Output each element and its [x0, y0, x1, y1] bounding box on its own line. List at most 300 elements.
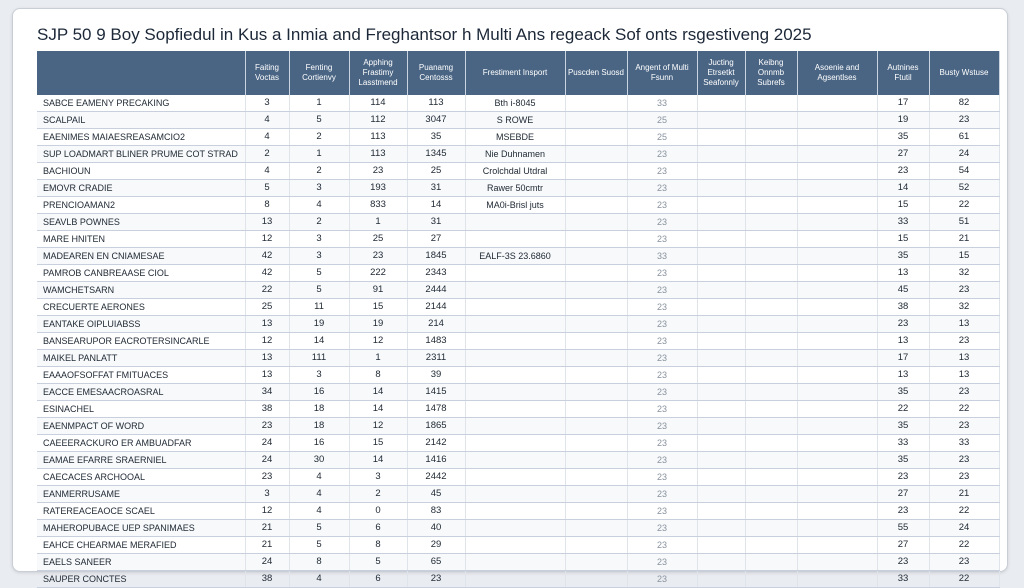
table-cell: 3 — [289, 231, 349, 248]
table-cell: 2 — [289, 163, 349, 180]
table-cell: 23 — [627, 452, 697, 469]
table-cell: 14 — [349, 401, 407, 418]
column-header: Busty Wstuse — [929, 51, 999, 95]
table-cell — [565, 282, 627, 299]
table-cell: 38 — [245, 401, 289, 418]
table-cell — [745, 129, 797, 146]
row-label-cell: EAHCE CHEARMAE MERAFIED — [37, 537, 245, 554]
table-cell — [745, 350, 797, 367]
table-cell — [565, 435, 627, 452]
table-cell: 2343 — [407, 265, 465, 282]
table-cell — [697, 384, 745, 401]
row-label-cell: WAMCHETSARN — [37, 282, 245, 299]
table-cell — [745, 248, 797, 265]
column-header: Angent of Multi Fsunn — [627, 51, 697, 95]
table-cell: 34 — [245, 384, 289, 401]
table-cell: 23 — [627, 367, 697, 384]
table-cell — [465, 435, 565, 452]
table-cell: 5 — [289, 520, 349, 537]
table-row — [37, 486, 999, 503]
table-cell: 4 — [289, 469, 349, 486]
table-cell: 4 — [289, 486, 349, 503]
table-cell: 33 — [877, 435, 929, 452]
table-cell — [465, 401, 565, 418]
table-cell — [797, 503, 877, 520]
table-row — [37, 282, 999, 299]
table-cell — [745, 282, 797, 299]
table-cell — [565, 520, 627, 537]
table-cell — [565, 197, 627, 214]
table-row — [37, 129, 999, 146]
table-cell — [697, 299, 745, 316]
table-row — [37, 333, 999, 350]
table-cell: 27 — [877, 146, 929, 163]
row-label-cell: SABCE EAMENY PRECAKING — [37, 95, 245, 112]
table-cell: 25 — [627, 112, 697, 129]
table-cell: 12 — [349, 418, 407, 435]
table-cell — [745, 537, 797, 554]
table-row — [37, 537, 999, 554]
table-cell — [797, 435, 877, 452]
table-header-row — [37, 51, 999, 95]
table-row — [37, 401, 999, 418]
table-cell — [745, 163, 797, 180]
table-cell: 23 — [627, 282, 697, 299]
table-cell: 13 — [245, 214, 289, 231]
table-cell: 14 — [349, 384, 407, 401]
table-cell: 23 — [627, 316, 697, 333]
table-cell: 1415 — [407, 384, 465, 401]
table-cell — [797, 469, 877, 486]
table-cell: 8 — [349, 537, 407, 554]
table-cell: 3 — [245, 486, 289, 503]
column-header: Faiting Voctas — [245, 51, 289, 95]
table-cell: 33 — [929, 435, 999, 452]
table-row — [37, 197, 999, 214]
table-cell: 1416 — [407, 452, 465, 469]
table-cell: 4 — [289, 571, 349, 588]
table-cell: 23 — [627, 469, 697, 486]
table-row — [37, 469, 999, 486]
table-cell — [465, 571, 565, 588]
table-cell: 1345 — [407, 146, 465, 163]
table-row — [37, 418, 999, 435]
table-cell — [697, 214, 745, 231]
table-cell: 2 — [349, 486, 407, 503]
row-label-cell: CAECACES ARCHOOAL — [37, 469, 245, 486]
table-cell: 4 — [245, 163, 289, 180]
table-cell: 23 — [349, 248, 407, 265]
table-cell: 22 — [929, 503, 999, 520]
table-cell — [745, 214, 797, 231]
table-cell: EALF-3S 23.6860 — [465, 248, 565, 265]
table-cell: 23 — [627, 299, 697, 316]
table-cell — [745, 486, 797, 503]
table-cell: 113 — [349, 129, 407, 146]
table-cell: 13 — [929, 350, 999, 367]
table-cell: 114 — [349, 95, 407, 112]
table-cell: 13 — [929, 316, 999, 333]
table-cell: 42 — [245, 265, 289, 282]
table-cell: 833 — [349, 197, 407, 214]
table-cell: 33 — [877, 214, 929, 231]
table-cell — [697, 401, 745, 418]
table-cell — [565, 367, 627, 384]
table-cell: Crolchdal Utdral — [465, 163, 565, 180]
table-cell: 32 — [929, 299, 999, 316]
table-cell: 23 — [627, 537, 697, 554]
table-cell — [465, 469, 565, 486]
table-cell: 19 — [289, 316, 349, 333]
table-cell — [797, 129, 877, 146]
table-cell: 35 — [877, 384, 929, 401]
table-cell — [797, 248, 877, 265]
table-cell: 23 — [627, 520, 697, 537]
row-label-cell: SCALPAIL — [37, 112, 245, 129]
table-cell: 23 — [877, 469, 929, 486]
table-cell — [745, 401, 797, 418]
row-label-cell: EAMAE EFARRE SRAERNIEL — [37, 452, 245, 469]
table-cell: 3 — [349, 469, 407, 486]
table-cell: 23 — [627, 571, 697, 588]
table-cell — [745, 231, 797, 248]
table-cell: 39 — [407, 367, 465, 384]
column-header: Puanamg Centosss — [407, 51, 465, 95]
table-row — [37, 316, 999, 333]
table-cell: 23 — [877, 316, 929, 333]
table-cell — [565, 163, 627, 180]
table-cell — [697, 333, 745, 350]
table-cell — [797, 401, 877, 418]
row-label-cell: EACCE EMESAACROASRAL — [37, 384, 245, 401]
table-cell: 113 — [349, 146, 407, 163]
table-row — [37, 367, 999, 384]
table-cell: 52 — [929, 180, 999, 197]
table-cell: 18 — [289, 401, 349, 418]
table-cell: 23 — [877, 503, 929, 520]
table-cell: 27 — [407, 231, 465, 248]
table-cell: 23 — [627, 265, 697, 282]
table-cell: 31 — [407, 180, 465, 197]
table-row — [37, 146, 999, 163]
table-cell — [797, 265, 877, 282]
row-label-cell: RATEREACEAOCE SCAEL — [37, 503, 245, 520]
table-row — [37, 214, 999, 231]
table-cell: 82 — [929, 95, 999, 112]
table-cell: 2442 — [407, 469, 465, 486]
column-header — [37, 51, 245, 95]
table-cell: 3047 — [407, 112, 465, 129]
table-cell — [565, 537, 627, 554]
table-cell: 23 — [627, 214, 697, 231]
table-cell — [465, 486, 565, 503]
table-cell — [697, 452, 745, 469]
table-cell: 3 — [289, 248, 349, 265]
table-cell — [565, 452, 627, 469]
column-header: Jucting Etrsetkt Seafonnly — [697, 51, 745, 95]
table-cell: 31 — [407, 214, 465, 231]
table-cell: 15 — [349, 299, 407, 316]
row-label-cell: MADEAREN EN CNIAMESAE — [37, 248, 245, 265]
table-cell: 22 — [929, 537, 999, 554]
table-cell — [565, 112, 627, 129]
table-cell — [697, 469, 745, 486]
row-label-cell: PRENCIOAMAN2 — [37, 197, 245, 214]
table-cell: 38 — [877, 299, 929, 316]
table-cell: 45 — [407, 486, 465, 503]
table-cell: 23 — [245, 469, 289, 486]
table-cell — [465, 367, 565, 384]
table-cell — [797, 333, 877, 350]
table-cell: 2 — [289, 214, 349, 231]
table-cell — [565, 180, 627, 197]
table-cell: 1865 — [407, 418, 465, 435]
table-cell — [565, 214, 627, 231]
table-cell: 23 — [627, 554, 697, 571]
table-row — [37, 112, 999, 129]
table-cell: 23 — [929, 554, 999, 571]
table-row — [37, 384, 999, 401]
table-cell: 42 — [245, 248, 289, 265]
table-cell: 1483 — [407, 333, 465, 350]
row-label-cell: SAUPER CONCTES — [37, 571, 245, 588]
table-cell — [465, 282, 565, 299]
table-cell: 1478 — [407, 401, 465, 418]
table-cell: 111 — [289, 350, 349, 367]
table-cell — [465, 418, 565, 435]
table-cell: 113 — [407, 95, 465, 112]
row-label-cell: EAENIMES MAIAESREASAMCIO2 — [37, 129, 245, 146]
table-cell — [797, 197, 877, 214]
table-cell — [797, 316, 877, 333]
table-cell: 23 — [627, 146, 697, 163]
row-label-cell: BANSEARUPOR EACROTERSINCARLE — [37, 333, 245, 350]
row-label-cell: SUP LOADMART BLINER PRUME COT STRAD — [37, 146, 245, 163]
table-cell — [465, 265, 565, 282]
table-cell: 6 — [349, 520, 407, 537]
table-cell: 6 — [349, 571, 407, 588]
table-cell — [697, 248, 745, 265]
table-cell: 11 — [289, 299, 349, 316]
row-label-cell: EANTAKE OIPLUIABSS — [37, 316, 245, 333]
table-cell: 4 — [245, 129, 289, 146]
table-cell: 33 — [627, 248, 697, 265]
table-cell: 21 — [929, 486, 999, 503]
table-cell — [465, 520, 565, 537]
table-cell: 21 — [245, 537, 289, 554]
table-row — [37, 520, 999, 537]
table-cell: 35 — [877, 248, 929, 265]
table-cell — [465, 333, 565, 350]
table-cell: 23 — [627, 435, 697, 452]
table-cell: 14 — [407, 197, 465, 214]
row-label-cell: SEAVLB POWNES — [37, 214, 245, 231]
table-cell — [697, 367, 745, 384]
table-cell: 91 — [349, 282, 407, 299]
table-cell: 13 — [877, 333, 929, 350]
table-cell — [745, 112, 797, 129]
table-cell: 24 — [245, 452, 289, 469]
table-cell: 22 — [929, 571, 999, 588]
table-cell — [745, 180, 797, 197]
table-cell — [697, 112, 745, 129]
table-cell — [565, 486, 627, 503]
table-cell: 23 — [929, 384, 999, 401]
table-cell: MA0i-Brisl juts — [465, 197, 565, 214]
table-cell: 33 — [627, 95, 697, 112]
table-cell: 23 — [627, 350, 697, 367]
table-cell: 23 — [929, 112, 999, 129]
table-cell — [465, 299, 565, 316]
table-cell: 12 — [245, 503, 289, 520]
table-cell — [565, 554, 627, 571]
table-cell — [797, 146, 877, 163]
table-cell: 23 — [929, 333, 999, 350]
table-cell: Bth i-8045 — [465, 95, 565, 112]
table-cell: 40 — [407, 520, 465, 537]
table-cell: 0 — [349, 503, 407, 520]
table-cell — [797, 214, 877, 231]
table-cell: 13 — [929, 367, 999, 384]
table-cell: 4 — [289, 197, 349, 214]
table-row — [37, 95, 999, 112]
table-cell: 8 — [289, 554, 349, 571]
table-cell — [565, 231, 627, 248]
table-cell — [697, 435, 745, 452]
table-cell: 23 — [929, 282, 999, 299]
table-cell: 5 — [349, 554, 407, 571]
table-cell — [697, 316, 745, 333]
table-cell — [745, 571, 797, 588]
table-row — [37, 554, 999, 571]
table-cell: 4 — [289, 503, 349, 520]
table-cell — [565, 316, 627, 333]
table-cell: 17 — [877, 95, 929, 112]
table-cell — [697, 95, 745, 112]
row-label-cell: MAIKEL PANLATT — [37, 350, 245, 367]
table-cell: 23 — [627, 333, 697, 350]
table-cell: 1 — [349, 214, 407, 231]
table-cell — [565, 146, 627, 163]
table-cell: 12 — [349, 333, 407, 350]
table-cell — [697, 163, 745, 180]
table-cell — [465, 452, 565, 469]
table-cell: 38 — [245, 571, 289, 588]
table-cell: 35 — [407, 129, 465, 146]
table-cell: 2 — [245, 146, 289, 163]
table-cell — [745, 333, 797, 350]
table-cell — [565, 384, 627, 401]
table-cell — [745, 95, 797, 112]
table-cell — [697, 265, 745, 282]
table-cell — [797, 537, 877, 554]
table-cell — [745, 435, 797, 452]
document-card — [12, 8, 1008, 584]
table-cell — [797, 520, 877, 537]
table-body — [37, 95, 999, 588]
table-cell — [745, 452, 797, 469]
table-cell — [797, 486, 877, 503]
table-cell — [697, 503, 745, 520]
table-cell: 21 — [245, 520, 289, 537]
table-cell: 23 — [245, 418, 289, 435]
table-cell: S ROWE — [465, 112, 565, 129]
table-cell: 25 — [627, 129, 697, 146]
table-cell — [565, 401, 627, 418]
table-cell — [797, 112, 877, 129]
table-cell — [745, 367, 797, 384]
table-cell — [565, 299, 627, 316]
table-row — [37, 180, 999, 197]
table-cell — [697, 146, 745, 163]
table-cell — [565, 469, 627, 486]
table-cell — [565, 333, 627, 350]
table-cell: 18 — [289, 418, 349, 435]
table-cell: 16 — [289, 384, 349, 401]
page-title: SJP 50 9 Boy Sopfiedul in Kus a Inmia and Freghantsor h Multi Ans regeack Sof onts rsgestiveng 2025 — [37, 25, 812, 44]
row-label-cell: CRECUERTE AERONES — [37, 299, 245, 316]
row-label-cell: MAHEROPUBACE UEP SPANIMAES — [37, 520, 245, 537]
table-cell: 61 — [929, 129, 999, 146]
table-cell: 15 — [877, 197, 929, 214]
table-cell: 19 — [349, 316, 407, 333]
table-cell: 29 — [407, 537, 465, 554]
table-cell — [797, 367, 877, 384]
table-cell: 22 — [929, 401, 999, 418]
table-cell: 23 — [627, 180, 697, 197]
table-cell: 35 — [877, 452, 929, 469]
table-cell: 13 — [245, 367, 289, 384]
table-cell: 24 — [929, 146, 999, 163]
table-cell — [797, 571, 877, 588]
table-cell: 5 — [289, 265, 349, 282]
table-cell — [697, 554, 745, 571]
column-header: Asoenie and Agsentlses — [797, 51, 877, 95]
table-cell — [745, 384, 797, 401]
table-cell: 2144 — [407, 299, 465, 316]
table-cell: 24 — [929, 520, 999, 537]
table-cell — [797, 384, 877, 401]
table-cell — [797, 299, 877, 316]
table-cell: 3 — [245, 95, 289, 112]
row-label-cell: MARE HNITEN — [37, 231, 245, 248]
table-cell: 1845 — [407, 248, 465, 265]
table-cell — [697, 486, 745, 503]
table-cell: 15 — [877, 231, 929, 248]
table-cell — [797, 180, 877, 197]
table-cell — [797, 231, 877, 248]
table-cell — [745, 197, 797, 214]
table-cell: 54 — [929, 163, 999, 180]
table-cell: 23 — [627, 197, 697, 214]
table-row — [37, 231, 999, 248]
table-cell: 12 — [245, 333, 289, 350]
table-cell: 21 — [929, 231, 999, 248]
table-cell: 1 — [289, 95, 349, 112]
table-cell: 25 — [245, 299, 289, 316]
table-row — [37, 350, 999, 367]
table-cell — [797, 95, 877, 112]
table-cell — [797, 554, 877, 571]
table-cell: 5 — [289, 282, 349, 299]
table-cell: 24 — [245, 435, 289, 452]
table-cell — [697, 571, 745, 588]
table-cell: 1 — [349, 350, 407, 367]
table-cell — [465, 214, 565, 231]
table-cell — [565, 418, 627, 435]
table-row — [37, 299, 999, 316]
table-cell — [465, 554, 565, 571]
